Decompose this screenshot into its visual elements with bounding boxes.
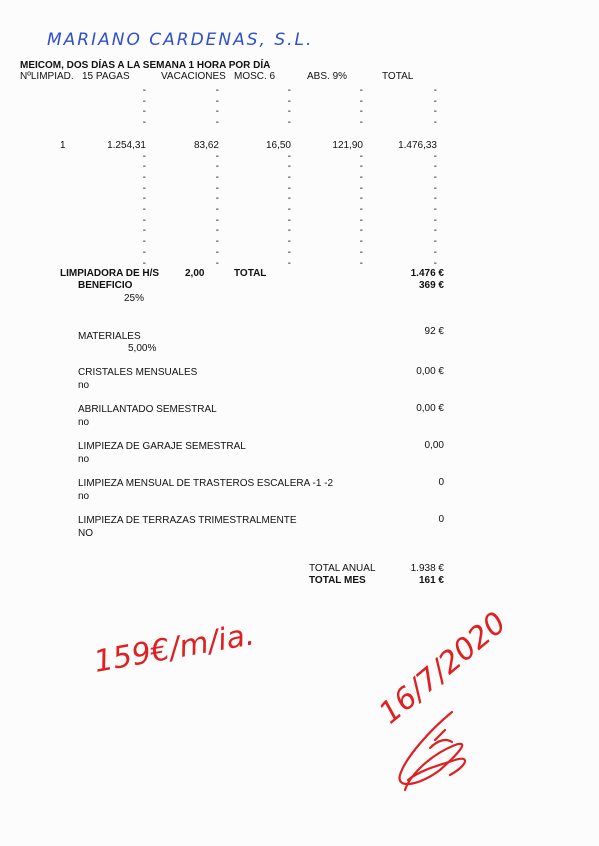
handwritten-price-note: 159€/m/ia. (91, 617, 257, 680)
table-empty-cell: - (215, 236, 219, 248)
handwritten-date: 16/7/2020 (372, 605, 513, 732)
materiales-value: 92 € (424, 326, 444, 337)
col-header-total: TOTAL (382, 71, 414, 82)
table-empty-cell: - (359, 204, 363, 215)
table-cell: 1.254,31 (107, 139, 146, 151)
table-empty-cell: - (359, 161, 363, 173)
table-empty-cell: - (359, 225, 363, 237)
table-empty-cell: - (433, 214, 437, 226)
beneficio-value: 369 € (418, 280, 444, 291)
table-empty-cell: - (215, 214, 219, 226)
table-empty-cell: - (215, 204, 219, 215)
table-empty-cell: - (433, 150, 437, 162)
beneficio-label: BENEFICIO (78, 280, 133, 291)
document-heading: MEICOM, DOS DÍAS A LA SEMANA 1 HORA POR DÍA (20, 60, 271, 71)
table-empty-cell: - (359, 257, 363, 269)
table-empty-cell: - (142, 236, 146, 248)
table-cell: 1 (60, 139, 66, 151)
table-empty-cell: - (433, 117, 437, 129)
col-header-15-pagas: 15 PAGAS (82, 71, 130, 82)
table-empty-cell: - (142, 117, 146, 129)
table-empty-cell: - (215, 95, 219, 107)
garaje-label: LIMPIEZA DE GARAJE SEMESTRAL (78, 441, 246, 452)
table-empty-cell: - (287, 106, 291, 118)
total-mes-label: TOTAL MES (309, 575, 366, 586)
table-cell: 16,50 (265, 139, 291, 151)
beneficio-percent: 25% (124, 293, 145, 304)
table-cell: 1.476,33 (398, 139, 437, 151)
handwritten-company-name: MARIANO CARDENAS, S.L. (47, 30, 314, 50)
cristales-label: CRISTALES MENSUALES (78, 367, 198, 378)
table-empty-cell: - (142, 85, 146, 96)
total-anual-label: TOTAL ANUAL (309, 563, 376, 574)
table-empty-cell: - (215, 171, 219, 183)
table-empty-cell: - (433, 225, 437, 237)
table-empty-cell: - (142, 193, 146, 205)
table-empty-cell: - (142, 171, 146, 183)
table-empty-cell: - (287, 161, 291, 173)
cristales-note: no (78, 380, 90, 391)
table-empty-cell: - (215, 257, 219, 269)
abrillantado-label: ABRILLANTADO SEMESTRAL (78, 404, 217, 415)
trasteros-label: LIMPIEZA MENSUAL DE TRASTEROS ESCALERA -1 -2 (78, 478, 334, 489)
table-empty-cell: - (287, 193, 291, 205)
abrillantado-value: 0,00 € (416, 403, 444, 414)
limpiadora-label: LIMPIADORA DE H/S (60, 268, 160, 279)
table-empty-cell: - (287, 171, 291, 183)
table-empty-cell: - (433, 236, 437, 248)
garaje-note: no (78, 454, 90, 465)
table-empty-cell: - (215, 85, 219, 96)
table-empty-cell: - (359, 106, 363, 118)
table-empty-cell: - (359, 85, 363, 96)
table-empty-cell: - (287, 204, 291, 215)
materiales-percent: 5,00% (128, 343, 157, 354)
total-mes-value: 161 € (418, 575, 444, 586)
table-empty-cell: - (359, 214, 363, 226)
table-empty-cell: - (215, 225, 219, 237)
table-empty-cell: - (359, 246, 363, 258)
table-empty-cell: - (142, 257, 146, 269)
table-empty-cell: - (215, 246, 219, 258)
summary-total-label: TOTAL (234, 268, 267, 279)
garaje-value: 0,00 (424, 440, 444, 451)
col-header-nlimpiad: NºLIMPIAD. (20, 71, 74, 82)
table-empty-cell: - (287, 236, 291, 248)
signature (400, 712, 465, 790)
table-empty-cell: - (433, 182, 437, 194)
table-empty-cell: - (287, 85, 291, 96)
terrazas-value: 0 (438, 514, 444, 525)
trasteros-note: no (78, 491, 90, 502)
table-empty-cell: - (142, 246, 146, 258)
table-empty-cell: - (287, 95, 291, 107)
table-empty-cell: - (433, 246, 437, 258)
table-empty-cell: - (359, 171, 363, 183)
table-empty-cell: - (433, 95, 437, 107)
col-header-abs: ABS. 9% (307, 71, 348, 82)
table-empty-cell: - (215, 150, 219, 162)
table-empty-cell: - (359, 150, 363, 162)
table-empty-cell: - (287, 182, 291, 194)
table-empty-cell: - (215, 106, 219, 118)
table-empty-cell: - (215, 193, 219, 205)
terrazas-note: NO (78, 528, 93, 539)
table-empty-cell: - (215, 182, 219, 194)
table-empty-cell: - (359, 193, 363, 205)
trasteros-value: 0 (438, 477, 444, 488)
materiales-label: MATERIALES (78, 331, 141, 342)
table-empty-cell: - (142, 95, 146, 107)
table-empty-cell: - (142, 150, 146, 162)
table-cell: 121,90 (332, 139, 363, 151)
table-cell: 83,62 (193, 139, 219, 151)
table-empty-cell: - (359, 95, 363, 107)
table-empty-cell: - (359, 182, 363, 194)
table-empty-cell: - (433, 171, 437, 183)
terrazas-label: LIMPIEZA DE TERRAZAS TRIMESTRALMENTE (78, 515, 297, 526)
table-empty-cell: - (287, 117, 291, 129)
table-empty-cell: - (142, 214, 146, 226)
table-empty-cell: - (433, 204, 437, 215)
summary-total-value: 1.476 € (410, 268, 444, 279)
table-empty-cell: - (433, 193, 437, 205)
table-empty-cell: - (433, 161, 437, 173)
table-empty-cell: - (142, 106, 146, 118)
table-empty-cell: - (287, 214, 291, 226)
table-empty-cell: - (287, 246, 291, 258)
total-anual-value: 1.938 € (410, 563, 444, 574)
table-empty-cell: - (433, 257, 437, 269)
abrillantado-note: no (78, 417, 90, 428)
col-header-vacaciones: VACACIONES (161, 71, 226, 82)
table-empty-cell: - (359, 236, 363, 248)
table-empty-cell: - (433, 106, 437, 118)
table-empty-cell: - (433, 85, 437, 96)
table-empty-cell: - (142, 182, 146, 194)
table-empty-cell: - (215, 161, 219, 173)
table-empty-cell: - (287, 225, 291, 237)
col-header-mosc: MOSC. 6 (234, 71, 276, 82)
table-empty-cell: - (287, 150, 291, 162)
table-empty-cell: - (142, 204, 146, 215)
table-empty-cell: - (359, 117, 363, 129)
limpiadora-hours: 2,00 (185, 268, 205, 279)
table-empty-cell: - (142, 161, 146, 173)
cristales-value: 0,00 € (416, 366, 444, 377)
table-empty-cell: - (142, 225, 146, 237)
table-empty-cell: - (287, 257, 291, 269)
table-empty-cell: - (215, 117, 219, 129)
